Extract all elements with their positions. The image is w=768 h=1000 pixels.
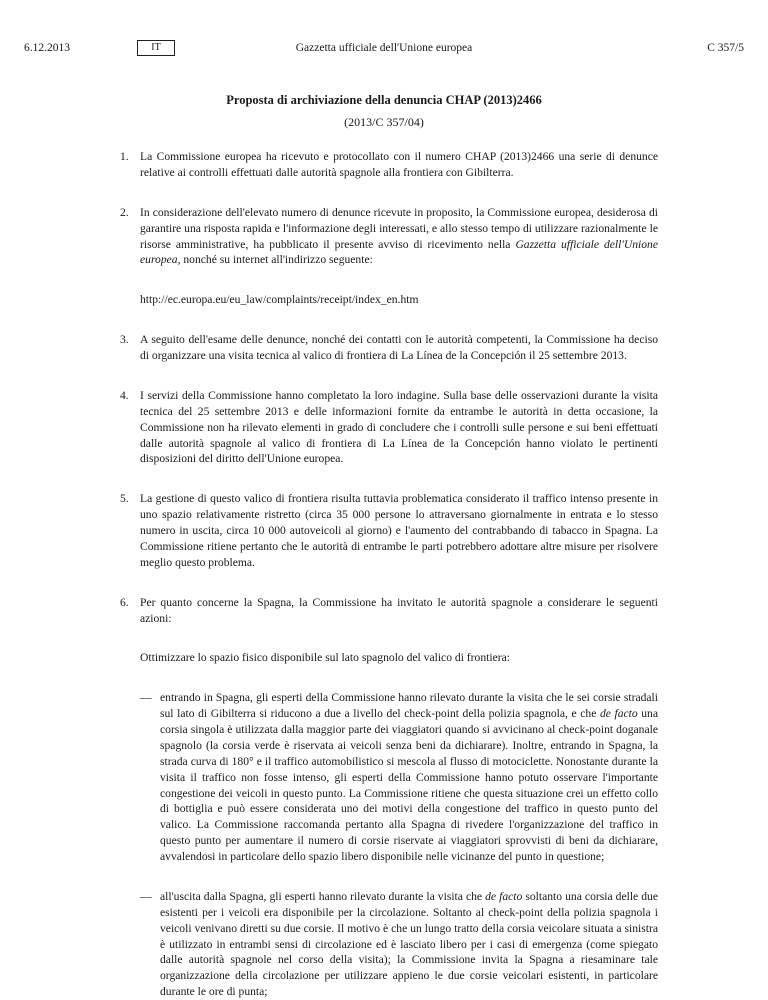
paragraph-text: La Commissione europea ha ricevuto e protocollato con il numero CHAP (2013)2466 una serie di denunce relative ai controlli effettuati dalle autorità spagnole alla frontiera con Gibilterra. <box>140 150 658 179</box>
paragraph-3 <box>120 332 658 364</box>
paragraph-text: In considerazione dell'elevato numero di denunce ricevute in proposito, la Commissione europea, desiderosa di garantire una risposta rapida e l'informazione degli interessati, e allo stesso tempo di utilizzare razionalmente le risorse amministrative, ha pubblicato il presente avviso di ricevimento nella <box>140 205 658 251</box>
paragraph-text: La gestione di questo valico di frontiera risulta tuttavia problematica considerato il traffico intenso presente in uno spazio relativamente ristretto (circa 35 000 persone lo attraversano giornalmente in entrata e lo stesso numero in uscita, circa 10 000 autoveicoli al giorno) e l'aumento del contrabbando di tabacco in Spagna. La Commissione ritiene pertanto che le autorità di entrambe le parti potrebbero adottare altre misure per risolvere meglio questo problema. <box>140 492 658 569</box>
page-reference: C 357/5 <box>707 42 744 54</box>
paragraph-6 <box>120 595 658 627</box>
paragraph-text: I servizi della Commissione hanno completato la loro indagine. Sulla base delle osservazioni durante la visita tecnica del 25 settembre 2013 e delle informazioni fornite da entrambe le autorità in detta occasione, la Commissione non ha rilevato elementi in grado di concludere che i controlli sulle persone e sui beni effettuati dalle autorità spagnole al valico di frontiera di La Línea de la Concepción hanno violato le pertinenti disposizioni del diritto dell'Unione europea. <box>140 388 658 466</box>
publication-date: 6.12.2013 <box>24 42 70 54</box>
paragraph-number: 5. <box>120 492 129 506</box>
paragraph-number: 2. <box>120 205 129 219</box>
paragraph-5 <box>120 491 658 570</box>
document-body <box>120 149 658 1000</box>
language-badge: IT <box>137 40 175 56</box>
dash-marker: — <box>140 691 152 705</box>
page-header <box>0 40 768 62</box>
paragraph-1 <box>120 149 658 181</box>
paragraph-2 <box>120 205 658 269</box>
complaints-url[interactable]: http://ec.europa.eu/eu_law/complaints/receipt/index_en.htm <box>140 293 419 307</box>
paragraph-number: 3. <box>120 333 129 347</box>
paragraph-text: Per quanto concerne la Spagna, la Commissione ha invitato le autorità spagnole a considerare le seguenti azioni: <box>140 595 658 625</box>
list-item-text: entrando in Spagna, gli esperti della Commissione hanno rilevato durante la visita che le sei corsie stradali sul lato di Gibilterra si riducono a due a livello del check-point della polizia spagnola, e che <box>160 691 658 721</box>
italic-term: de facto <box>599 707 638 721</box>
document-reference: (2013/C 357/04) <box>344 115 424 129</box>
section-subheading: Ottimizzare lo spazio fisico disponibile sul lato spagnolo del valico di frontiera: <box>140 651 510 665</box>
paragraph-number: 1. <box>120 150 129 163</box>
paragraph-number: 4. <box>120 388 129 402</box>
paragraph-number: 6. <box>120 595 129 609</box>
journal-title: Gazzetta ufficiale dell'Unione europea <box>295 42 473 54</box>
paragraph-text: A seguito dell'esame delle denunce, nonché dei contatti con le autorità competenti, la Commissione ha deciso di organizzare una visita tecnica al valico di frontiera di La Línea de la Concepción il 25 settembre 2013. <box>140 333 658 362</box>
dash-marker: — <box>140 889 152 903</box>
list-item-text-cont: soltanto una corsia delle due esistenti per i veicoli era disponibile per la circolazione. Soltanto al check-point della polizia spagnola i veicoli venivano diretti su due corsie. Il motivo è che un lungo tratto della corsia veicolare situata a sinistra è utilizzato in entrambi sensi di circolazione ed è lasciato libero per i casi di emergenza (come spiegato dalle autorità spagnole nel corso della visita); la Commissione invita la Spagna a riesaminare tale organizzazione della circolazione per utilizzare appieno le due corsie veicolari esistenti, in particolare durante le ore di punta; <box>160 889 658 999</box>
list-item-text: all'uscita dalla Spagna, gli esperti hanno rilevato durante la visita che <box>160 889 486 903</box>
paragraph-text-cont: , nonché su internet all'indirizzo seguente: <box>177 253 373 267</box>
list-item <box>120 889 658 1000</box>
list-item <box>120 690 658 865</box>
list-item-text-cont: una corsia singola è utilizzata dalla maggior parte dei viaggiatori quando si avvicinano al check-point doganale spagnolo (la corsia verde è riservata ai veicoli senza beni da dichiarare). Inoltre, entrando in Spagna, la strada curva di 180° e il traffico automobilistico si mescola al flusso di motociclette. Nonostante durante la visita il traffico non fosse intenso, gli esperti della Commissione hanno potuto osservare l'importante congestione dei veicoli in questo punto. La Commissione ritiene che questa situazione crei un effetto collo di bottiglia e può essere considerata uno dei motivi della congestione del traffico in questo punto del valico. La Commissione raccomanda pertanto alla Spagna di rivedere l'organizzazione del traffico in questo punto per aumentare il numero di corsie riservate ai viaggiatori sprovvisti di beni da dichiarare, avvalendosi in particolare dello spazio libero disponibile nelle vicinanze del punto in questione; <box>160 707 658 863</box>
paragraph-4 <box>120 388 658 467</box>
italic-term: de facto <box>485 889 523 903</box>
document-title: Proposta di archiviazione della denuncia CHAP (2013)2466 <box>226 93 542 107</box>
journal-name-italic: Gazzetta ufficiale dell'Unione europea <box>140 237 658 267</box>
